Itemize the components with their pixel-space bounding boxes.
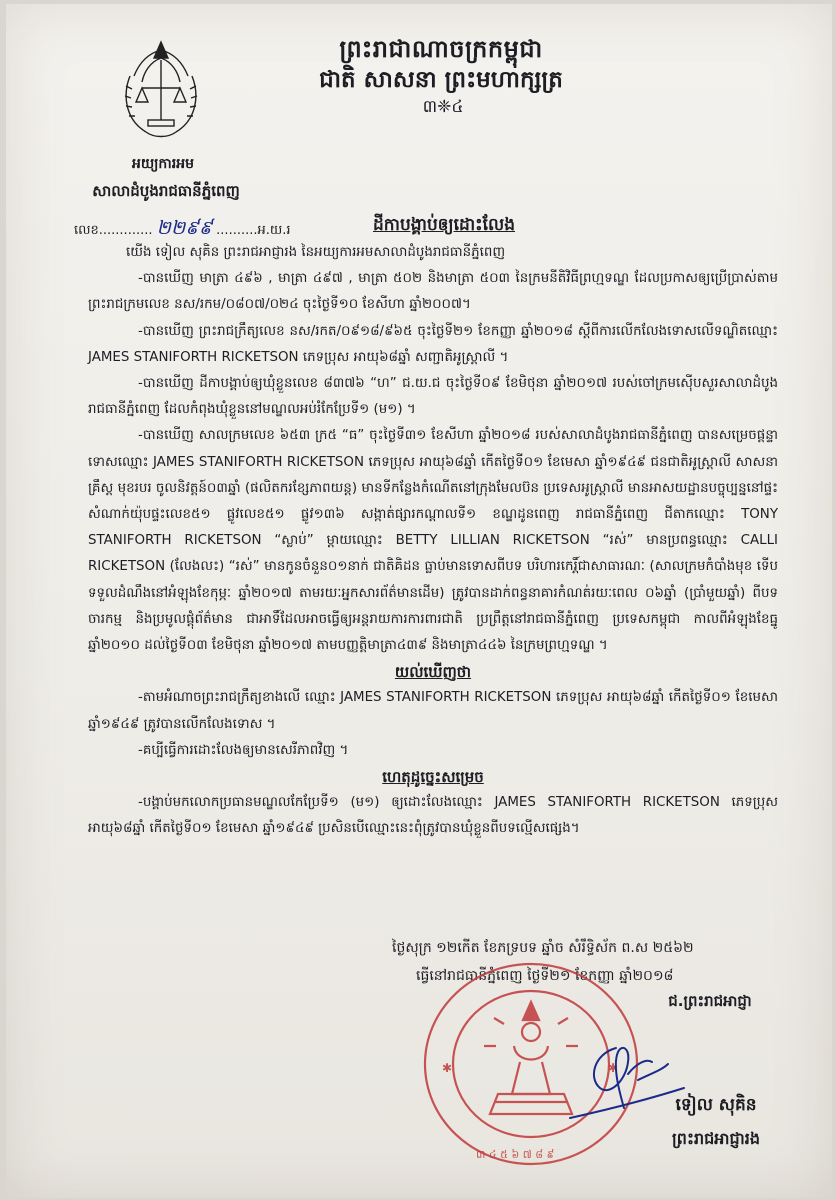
signer-name: ទៀល សុគិន: [675, 1095, 757, 1115]
court-emblem-icon: [116, 36, 206, 148]
signer-role: ព្រះរាជអាជ្ញារង: [672, 1129, 760, 1148]
document-page: [6, 4, 832, 1198]
svg-text:✱: ✱: [442, 1061, 453, 1075]
signatory-title: ជ.ព្រះរាជអាជ្ញា: [668, 992, 752, 1010]
kingdom-heading: ព្រះរាជាណាចក្រកម្ពុជា: [339, 35, 543, 63]
issuer-office: អយ្យការអម: [132, 156, 194, 172]
svg-text:៣ ៤ ៥ ៦ ៧ ៨ ៩: ៣ ៤ ៥ ៦ ៧ ៨ ៩: [476, 1148, 555, 1161]
document-body: [88, 240, 778, 843]
citation-paragraph-4: -បានឃើញ សាលក្រមលេខ ៦៥៣ ក្រ៥ “ធ” ចុះថ្ងៃទី៣១ ខែសីហា ឆ្នាំ២០១៨ របស់សាលាដំបូងរាជធានីភ្នំពេញ បានសម្រេចផ្តន្ទាទោសឈ្មោះ JAMES STANIFORTH RICKETSON ភេទប្រុស អាយុ៦៨ឆ្នាំ កើតថ្ងៃទី០១ ខែមេសា ឆ្នាំ១៩៤៩ ជនជាតិអូស្ត្រាលី សាសនាគ្រឹស្ត មុខរបរ ចូលនិវត្តន៍០៣ឆ្នាំ (ផលិតករខ្សែភាពយន្ត) មានទីកន្លែងកំណើតនៅក្រុងមែលប៊ន ប្រទេសអូស្ត្រាលី មានអាសយដ្ឋានបច្ចុប្បន្ននៅផ្ទះសំណាក់យ៉ុបផ្ទះលេខ៥១ ផ្លូវលេខ៥១ ផ្លូវ១៣៦ សង្កាត់ផ្សារកណ្តាលទី១ ខណ្ឌដូនពេញ រាជធានីភ្នំពេញ ជីតាកឈ្មោះ TONY STANIFORTH RICKETSON “ស្លាប់” ម្តាយឈ្មោះ BETTY LILLIAN RICKETSON “រស់” មានប្រពន្ធឈ្មោះ CALLI RICKETSON (លែងលះ) “រស់” មានកូនចំនួន០១នាក់ ជាតិគិដន ធ្លាប់មានទោសពីបទ បរិហារកេរ្តិ៍ជាសាធារណៈ (សាលក្រមកំបាំងមុខ ទើបទទួលដំណឹងនៅអំឡុងខែកុម្ភៈ ឆ្នាំ២០១៧ តាមរយៈអ្នកសារព័ត៌មានដើម) ត្រូវបានដាក់ពន្ធនាគារកំណត់រយៈពេល ០៦ឆ្នាំ (ប្រាំមួយឆ្នាំ) ពីបទ ចារកម្ម និងប្រមូលផ្តុំព័ត៌មាន ជាអាទិ៍ដែលអាចធ្វើឲ្យអន្តរាយការការពារជាតិ ប្រព្រឹត្តនៅរាជធានីភ្នំពេញ ប្រទេសកម្ពុជា កាលពីអំឡុងខែធ្នូ ឆ្នាំ២០១០ ដល់ថ្ងៃទី០៣ ខែមិថុនា ឆ្នាំ២០១៧ តាមបញ្ញត្តិមាត្រា៤៣៩ និងមាត្រា៤៤៦ នៃក្រមព្រហ្មទណ្ឌ ។: [88, 428, 778, 654]
decision-paragraph: -បង្គាប់មកលោកប្រធានមណ្ឌលកែប្រែទី១ (ម១) ឲ្យដោះលែងឈ្មោះ JAMES STANIFORTH RICKETSON ភេទប្រុស អាយុ៦៨ឆ្នាំ កើតថ្ងៃទី០១ ខែមេសា ឆ្នាំ១៩៤៩ ប្រសិនបើឈ្មោះនេះពុំត្រូវបានឃុំខ្លួនពីបទល្មើសផ្សេង។: [88, 795, 778, 837]
intro-paragraph: យើង ទៀល សុគិន ព្រះរាជអាជ្ញារង នៃអយ្យការអមសាលាដំបូងរាជធានីភ្នំពេញ: [126, 245, 506, 260]
reference-number: ២២៩៩: [156, 218, 213, 239]
decision-heading: ហេតុដូច្នេះសម្រេច: [382, 768, 484, 787]
document-title: ដីកាបង្គាប់ឲ្យដោះលែង: [372, 215, 516, 235]
reference-prefix: លេខ: [74, 223, 99, 238]
reference-line: លេខ............. ២២៩៩ ..........អ.យ.រ: [74, 218, 291, 239]
findings-heading: យល់ឃើញថា: [394, 663, 472, 682]
citation-paragraph-3: -បានឃើញ ដីកាបង្គាប់ឲ្យឃុំខ្លួនលេខ ៨៣៧៦ “ហ” ជ.យ.ជ ចុះថ្ងៃទី០៩ ខែមិថុនា ឆ្នាំ២០១៧ របស់ចៅក្រមស៊ើបសួរសាលាដំបូងរាជធានីភ្នំពេញ ដែលកំពុងឃុំខ្លួននៅមណ្ឌលអប់រំកែប្រែទី១ (ម១) ។: [88, 376, 778, 418]
place-and-date: ធ្វើនៅរាជធានីភ្នំពេញ ថ្ងៃទី២១ ខែកញ្ញា ឆ្នាំ២០១៨: [416, 968, 674, 984]
finding-paragraph-1: -តាមអំណាចព្រះរាជក្រឹត្យខាងលើ ឈ្មោះ JAMES STANIFORTH RICKETSON ភេទប្រុស អាយុ៦៨ឆ្នាំ កើតថ្ងៃទី០១ ខែមេសា ឆ្នាំ១៩៤៩ ត្រូវបានលើកលែងទោស ។: [88, 690, 778, 732]
svg-text:✱: ✱: [608, 1061, 619, 1075]
citation-paragraph-1: -បានឃើញ មាត្រា ៤៩៦ , មាត្រា ៤៩៧ , មាត្រា ៥០២ និងមាត្រា ៥០៣ នៃក្រមនីតិវិធីព្រហ្មទណ្ឌ ដែលប្រកាសឲ្យប្រើប្រាស់តាមព្រះរាជក្រមលេខ នស/រកម/០៨០៧/០២៤ ចុះថ្ងៃទី១០ ខែសីហា ឆ្នាំ២០០៧។: [88, 271, 778, 313]
reference-suffix: អ.យ.រ: [257, 223, 291, 238]
finding-paragraph-2: -គប្បីធ្វើការដោះលែងឲ្យមានសេរីភាពវិញ ។: [138, 742, 349, 758]
citation-paragraph-2: -បានឃើញ ព្រះរាជក្រឹត្យលេខ នស/រកត/០៩១៨/៩៦៥ ចុះថ្ងៃទី២១ ខែកញ្ញា ឆ្នាំ២០១៨ ស្តីពីការលើកលែងទោសលើទណ្ឌិតឈ្មោះ JAMES STANIFORTH RICKETSON ភេទប្រុស អាយុ៦៨ឆ្នាំ សញ្ជាតិអូស្ត្រាលី ។: [88, 323, 778, 365]
lunar-date: ថ្ងៃសុក្រ ១២កើត ខែភទ្របទ ឆ្នាំច សំរឹទ្ធិស័ក ព.ស ២៥៦២: [392, 940, 694, 956]
national-motto: ជាតិ សាសនា ព្រះមហាក្សត្រ: [319, 67, 563, 93]
heading-ornament: ៣❈៤: [422, 97, 464, 117]
issuer-court: សាលាដំបូងរាជធានីភ្នំពេញ: [92, 182, 240, 200]
